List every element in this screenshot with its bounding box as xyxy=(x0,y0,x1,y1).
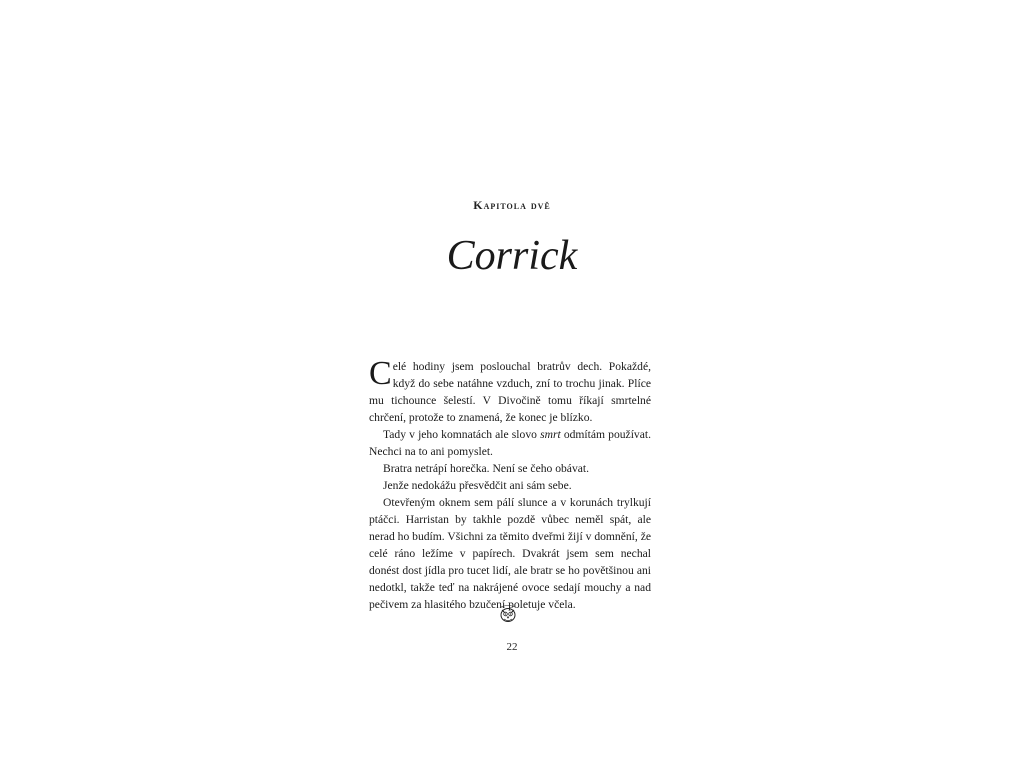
drop-cap: C xyxy=(369,355,392,392)
paragraph-5: Otevřeným oknem sem pálí slunce a v korunách trylkují ptáčci. Harristan by takhle pozdě vůbec neměl spát, ale nerad ho budím. Všichni za těmito dveřmi žijí v domnění, že celé ráno ležíme v papírech. Dvakrát jsem sem nechal donést dost jídla pro tucet lidí, ale bratr se ho povětšinou ani nedotkl, takže teď na nakrájené ovoce sedají mouchy a nad pečivem za hlasitého bzučení poletuje včela. xyxy=(369,496,651,611)
publisher-owl-logo-icon xyxy=(498,604,518,624)
chapter-body xyxy=(369,355,651,613)
chapter-title: Corrick xyxy=(446,233,578,279)
paragraph-1 xyxy=(369,355,651,426)
chapter-label: Kapitola dvě xyxy=(473,198,551,212)
paragraph-2-text-start: Tady v jeho komnatách ale slovo xyxy=(383,428,541,441)
paragraph-2 xyxy=(369,426,651,460)
paragraph-3: Bratra netrápí horečka. Není se čeho obávat. xyxy=(383,462,590,475)
paragraph-1-text: elé hodiny jsem poslouchal bratrův dech. Pokaždé, když do sebe natáhne vzduch, zní to trochu jinak. Plíce mu tichounce šelestí. V Divočině tomu říkají smrtelné chrčení, protože to znamená, že konec je blízko. xyxy=(369,360,651,424)
paragraph-2-text-end: odmítám používat. Nechci na to ani pomyslet. xyxy=(369,428,651,458)
page-number: 22 xyxy=(506,641,518,653)
paragraph-2-emphasis: smrt xyxy=(540,428,561,441)
paragraph-4: Jenže nedokážu přesvědčit ani sám sebe. xyxy=(383,479,572,492)
